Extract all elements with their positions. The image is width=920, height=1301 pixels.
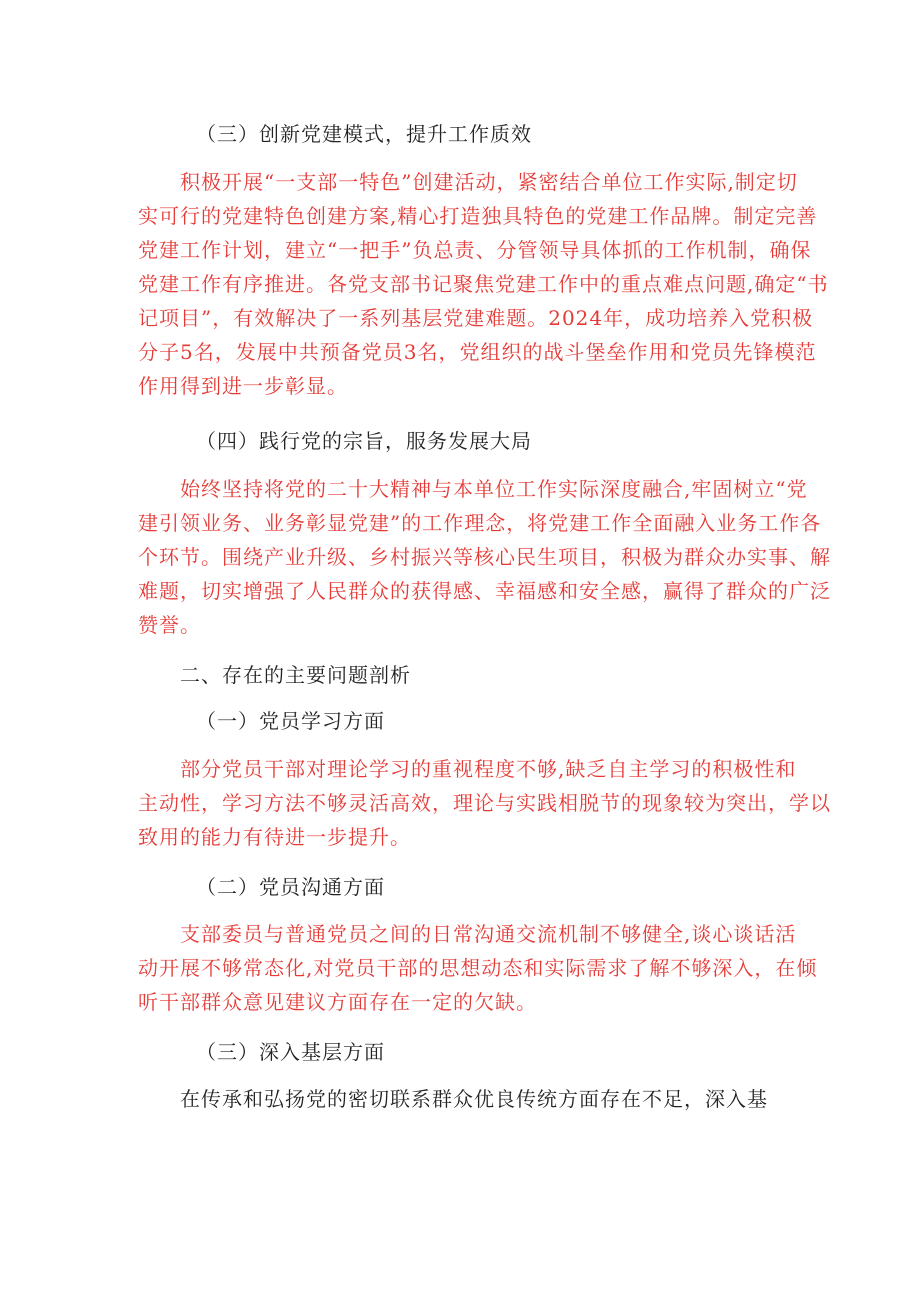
paragraph-line: 致用的能力有待进一步提升。	[138, 825, 411, 849]
paragraph-line: 作用得到进一步彰显。	[138, 374, 348, 398]
paragraph-line: 在传承和弘扬党的密切联系群众优良传统方面存在不足，深入基	[180, 1087, 768, 1111]
paragraph-line: 党建工作有序推进。各党支部书记聚焦党建工作中的重点难点问题,确定“书	[138, 272, 829, 296]
paragraph-line: 听干部群众意见建议方面存在一定的欠缺。	[138, 990, 537, 1014]
paragraph-line: 动开展不够常态化,对党员干部的思想动态和实际需求了解不够深入，在倾	[138, 956, 818, 980]
paragraph-line: 记项目”，有效解决了一系列基层党建难题。2024年，成功培养入党积极	[138, 306, 814, 330]
paragraph-line: 部分党员干部对理论学习的重视程度不够,缺乏自主学习的积极性和	[180, 757, 797, 781]
paragraph-line: 积极开展“一支部一特色”创建活动，紧密结合单位工作实际,制定切	[180, 170, 798, 194]
paragraph-line: 建引领业务、业务彰显党建”的工作理念，将党建工作全面融入业务工作各	[138, 511, 822, 535]
subsection-heading-communication: （二）党员沟通方面	[196, 875, 385, 899]
paragraph-line: 分子5名，发展中共预备党员3名，党组织的战斗堡垒作用和党员先锋模范	[138, 340, 817, 364]
paragraph-line: 难题，切实增强了人民群众的获得感、幸福感和安全感，赢得了群众的广泛	[138, 579, 831, 603]
paragraph-line: 实可行的党建特色创建方案,精心打造独具特色的党建工作品牌。制定完善	[138, 204, 818, 228]
part-heading-problems: 二、存在的主要问题剖析	[180, 663, 411, 687]
section-heading-purpose: （四）践行党的宗旨，服务发展大局	[196, 429, 532, 453]
subsection-heading-grassroots: （三）深入基层方面	[196, 1040, 385, 1064]
paragraph-line: 党建工作计划，建立“一把手”负总责、分管领导具体抓的工作机制，确保	[138, 238, 812, 262]
paragraph-line: 支部委员与普通党员之间的日常沟通交流机制不够健全,谈心谈话活	[180, 922, 797, 946]
paragraph-line: 主动性，学习方法不够灵活高效，理论与实践相脱节的现象较为突出，学以	[138, 791, 831, 815]
paragraph-line: 个环节。围绕产业升级、乡村振兴等核心民生项目，积极为群众办实事、解	[138, 545, 831, 569]
section-heading-innovation: （三）创新党建模式，提升工作质效	[196, 122, 532, 146]
subsection-heading-study: （一）党员学习方面	[196, 709, 385, 733]
paragraph-line: 始终坚持将党的二十大精神与本单位工作实际深度融合,牢固树立“党	[180, 477, 808, 501]
paragraph-line: 赞誉。	[138, 613, 201, 637]
